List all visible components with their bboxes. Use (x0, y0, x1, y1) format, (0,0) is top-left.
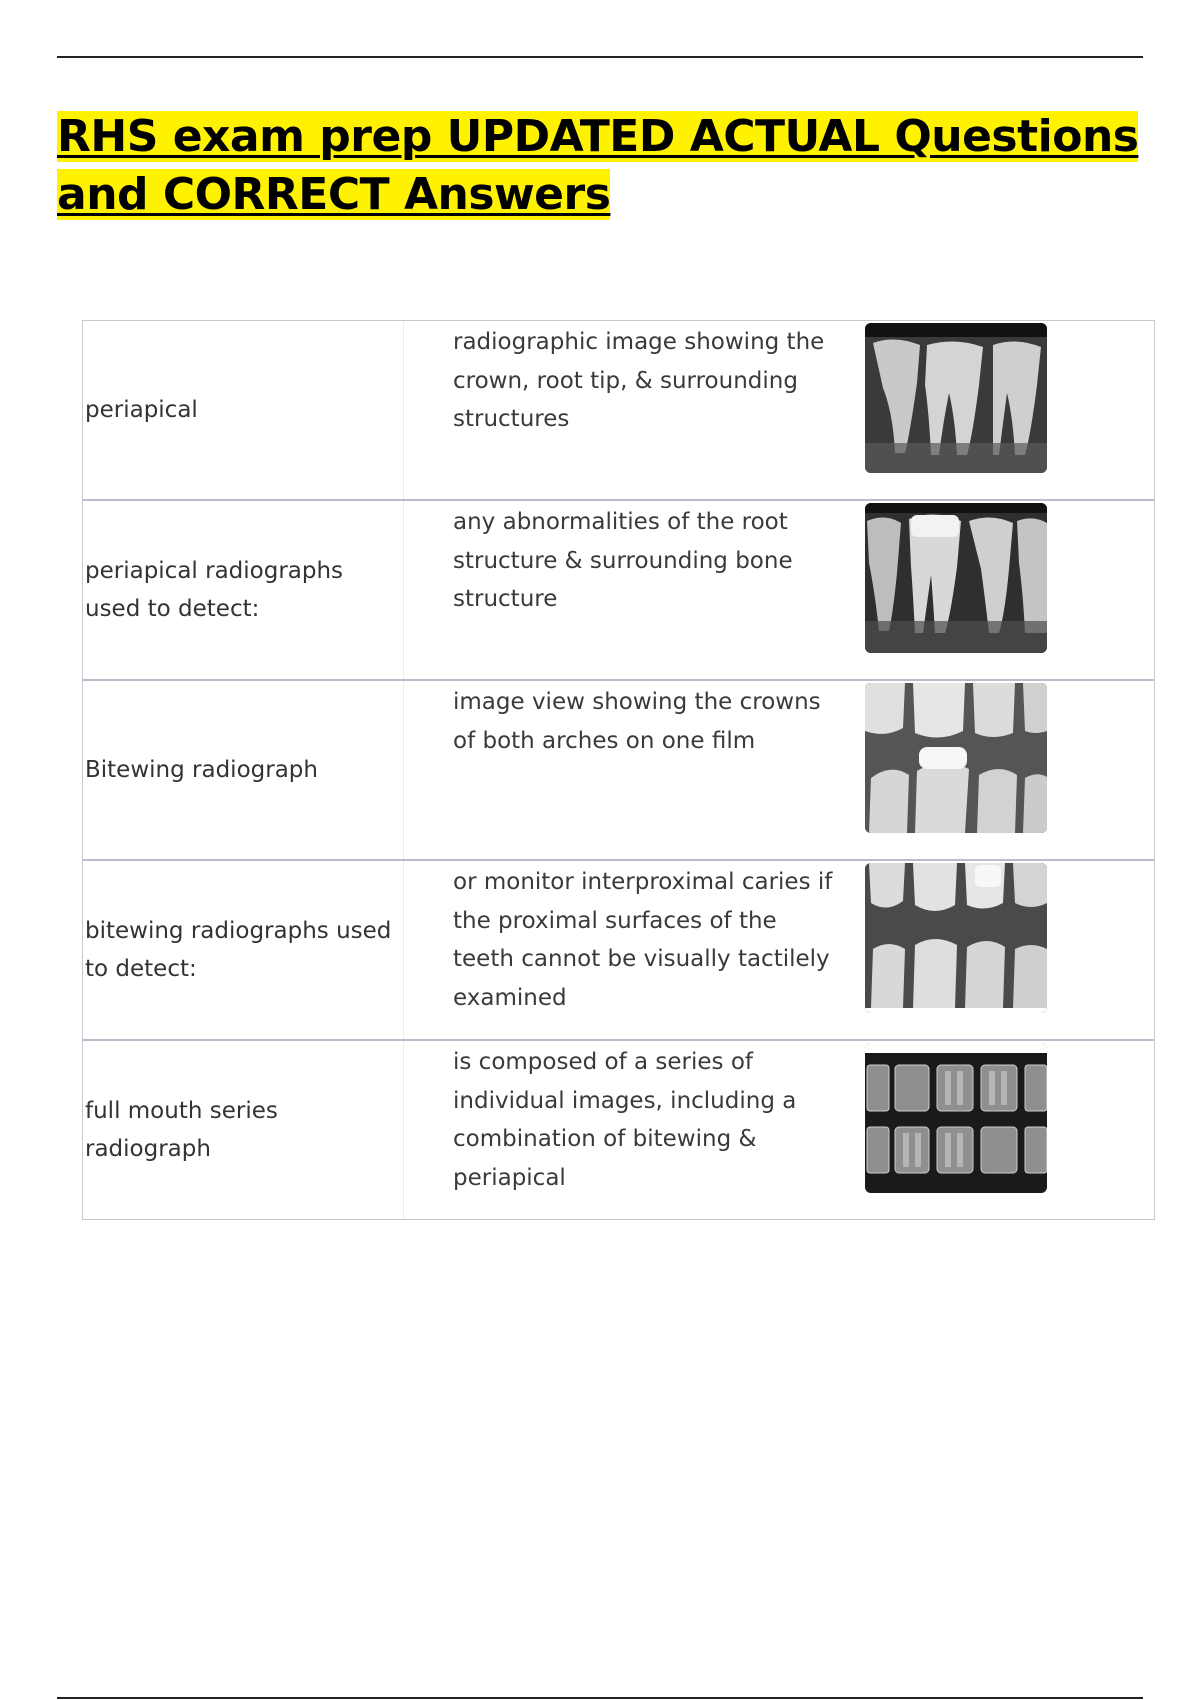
flashcard-row (83, 1039, 1154, 1219)
bitewing-xray-image (865, 683, 1047, 833)
flashcard-row (83, 859, 1154, 1039)
flashcard-definition: or monitor interproximal caries if the proximal surfaces of the teeth cannot be visually tactilely examined (453, 869, 833, 1011)
flashcard-row (83, 499, 1154, 679)
flashcard-definition: radiographic image showing the crown, root tip, & surrounding structures (453, 329, 825, 432)
periapical-xray-image (865, 323, 1047, 473)
flashcard-term: Bitewing radiograph (85, 681, 404, 859)
document-title: RHS exam prep UPDATED ACTUAL Questions and CORRECT Answers (57, 111, 1139, 220)
flashcard-row (83, 679, 1154, 859)
bitewing-caries-xray-image (865, 863, 1047, 1013)
flashcard-row (83, 321, 1154, 499)
full-mouth-series-xray-image (865, 1043, 1047, 1193)
footer-rule (57, 1697, 1143, 1699)
flashcard-table (82, 320, 1155, 1220)
flashcard-term: bitewing radiographs used to detect: (85, 861, 404, 1039)
header-rule (57, 56, 1143, 58)
flashcard-term: periapical (85, 321, 404, 499)
flashcard-definition: image view showing the crowns of both arches on one film (453, 689, 821, 754)
flashcard-term: periapical radiographs used to detect: (85, 501, 404, 679)
flashcard-definition: is composed of a series of individual images, including a combination of bitewing & periapical (453, 1049, 797, 1191)
periapical-abnormality-xray-image (865, 503, 1047, 653)
flashcard-term: full mouth series radiograph (85, 1041, 404, 1219)
flashcard-definition: any abnormalities of the root structure & surrounding bone structure (453, 509, 793, 612)
